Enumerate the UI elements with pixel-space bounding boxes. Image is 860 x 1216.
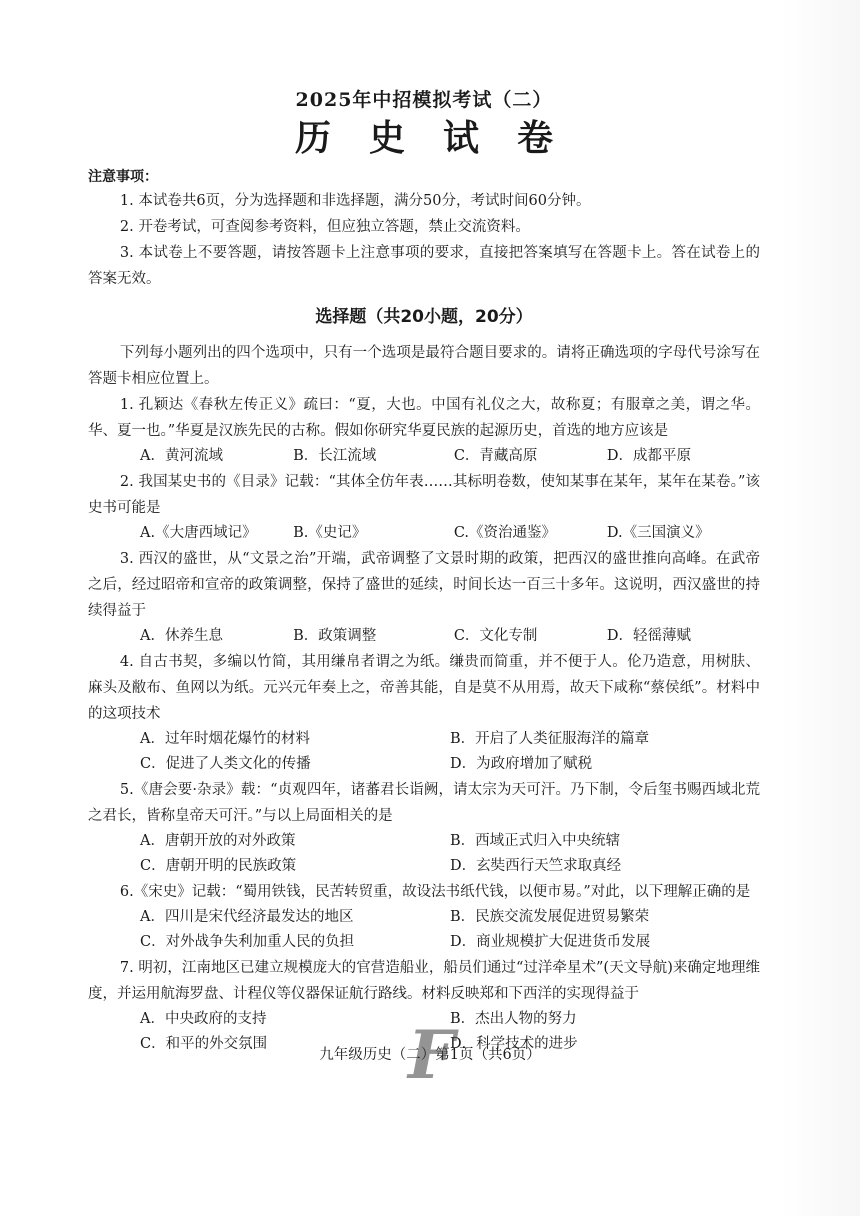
- option-a: A．休养生息: [140, 628, 223, 644]
- question-1-options: [88, 444, 760, 469]
- page-footer: 九年级历史（二）第1页（共6页）: [319, 1047, 541, 1063]
- question-2-stem: 2. 我国某史书的《目录》记载：“其体全仿年表……其标明卷数，使知某事在某年，某年在某卷。”该史书可能是: [88, 474, 760, 516]
- question-7-stem: 7. 明初，江南地区已建立规模庞大的官营造船业，船员们通过“过洋牵星术”(天文导航)来确定地理维度，并运用航海罗盘、计程仪等仪器保证航行路线。材料反映郑和下西洋的实现得益于: [88, 960, 760, 1002]
- notice-item-1: 1. 本试卷共6页，分为选择题和非选择题，满分50分，考试时间60分钟。: [119, 193, 591, 209]
- page-content: [88, 86, 760, 1057]
- option-d: D．科学技术的进步: [450, 1036, 578, 1052]
- option-a: A．唐朝开放的对外政策: [140, 833, 296, 849]
- option-d: D．商业规模扩大促进货币发展: [450, 934, 651, 950]
- question-4-options-row-1: [88, 727, 760, 752]
- option-b: B．民族交流发展促进贸易繁荣: [450, 909, 650, 925]
- option-c: C．促进了人类文化的传播: [140, 756, 311, 772]
- option-c: C．青藏高原: [453, 448, 538, 464]
- option-c: C．文化专制: [453, 628, 538, 644]
- question-5-options-row-1: [88, 829, 760, 854]
- option-b: B．西域正式归入中央统辖: [450, 833, 621, 849]
- notice-item-2: 2. 开卷考试，可查阅参考资料，但应独立答题，禁止交流资料。: [119, 219, 530, 235]
- question-3-options: [88, 624, 760, 649]
- question-6-options-row-1: [88, 905, 760, 930]
- option-c: C．唐朝开明的民族政策: [140, 858, 297, 874]
- question-2-options: [88, 521, 760, 546]
- option-a: A.《大唐西域记》: [140, 525, 257, 541]
- notice-item-3: 3. 本试卷上不要答题，请按答题卡上注意事项的要求，直接把答案填写在答题卡上。答在试卷上的答案无效。: [88, 245, 760, 287]
- option-b: B．开启了人类征服海洋的篇章: [450, 731, 650, 747]
- watermark-f-logo: F: [408, 1016, 455, 1094]
- question-6-options-row-2: [88, 930, 760, 955]
- option-a: A．过年时烟花爆竹的材料: [140, 731, 310, 747]
- option-b: B.《史记》: [293, 525, 367, 541]
- question-1-stem: 1. 孔颖达《春秋左传正义》疏曰：“夏，大也。中国有礼仪之大，故称夏；有服章之美，谓之华。华、夏一也。”华夏是汉族先民的古称。假如你研究华夏民族的起源历史，首选的地方应该是: [88, 397, 760, 439]
- option-d: D．玄奘西行天竺求取真经: [450, 858, 622, 874]
- option-a: A．黄河流域: [140, 448, 223, 464]
- scan-shadow: [780, 0, 860, 1216]
- option-c: C．对外战争失利加重人民的负担: [140, 934, 355, 950]
- option-b: B．杰出人物的努力: [450, 1011, 577, 1027]
- option-a: A．中央政府的支持: [140, 1011, 267, 1027]
- option-c: C.《资治通鉴》: [453, 525, 557, 541]
- subject-title: 历史试卷: [294, 117, 591, 159]
- question-3-stem: 3. 西汉的盛世，从“文景之治”开端，武帝调整了文景时期的政策，把西汉的盛世推向高峰。在武帝之后，经过昭帝和宣帝的政策调整，保持了盛世的延续，时间长达一百三十多年。这说明，西汉盛世的持续得益于: [88, 551, 760, 619]
- option-b: B．长江流域: [293, 448, 377, 464]
- option-b: B．政策调整: [293, 628, 377, 644]
- exam-title: 2025年中招模拟考试（二）: [295, 89, 553, 111]
- section-heading: 选择题（共20小题，20分）: [315, 307, 533, 327]
- notice-heading: 注意事项：: [88, 169, 158, 185]
- option-a: A．四川是宋代经济最发达的地区: [140, 909, 354, 925]
- option-d: D.《三国演义》: [606, 525, 710, 541]
- question-6-stem: 6.《宋史》记载：“蜀用铁钱，民苦转贸重，故设法书纸代钱，以便市易。”对此，以下理解正确的是: [119, 884, 751, 900]
- option-d: D．成都平原: [606, 448, 692, 464]
- question-4-options-row-2: [88, 752, 760, 777]
- question-5-stem: 5.《唐会要·杂录》载：“贞观四年，诸蕃君长诣阙，请太宗为天可汗。乃下制，令后玺书赐西域北荒之君长，皆称皇帝天可汗。”与以上局面相关的是: [88, 782, 760, 824]
- option-c: C．和平的外交氛围: [140, 1036, 268, 1052]
- option-d: D．轻徭薄赋: [606, 628, 692, 644]
- question-5-options-row-2: [88, 854, 760, 879]
- section-instruction: 下列每小题列出的四个选项中，只有一个选项是最符合题目要求的。请将正确选项的字母代号涂写在答题卡相应位置上。: [88, 345, 760, 387]
- option-d: D．为政府增加了赋税: [450, 756, 593, 772]
- question-4-stem: 4. 自古书契，多编以竹简，其用缣帛者谓之为纸。缣贵而简重，并不便于人。伦乃造意，用树肤、麻头及敝布、鱼网以为纸。元兴元年奏上之，帝善其能，自是莫不从用焉，故天下咸称“蔡侯纸”。材料中的这项技术: [88, 654, 760, 722]
